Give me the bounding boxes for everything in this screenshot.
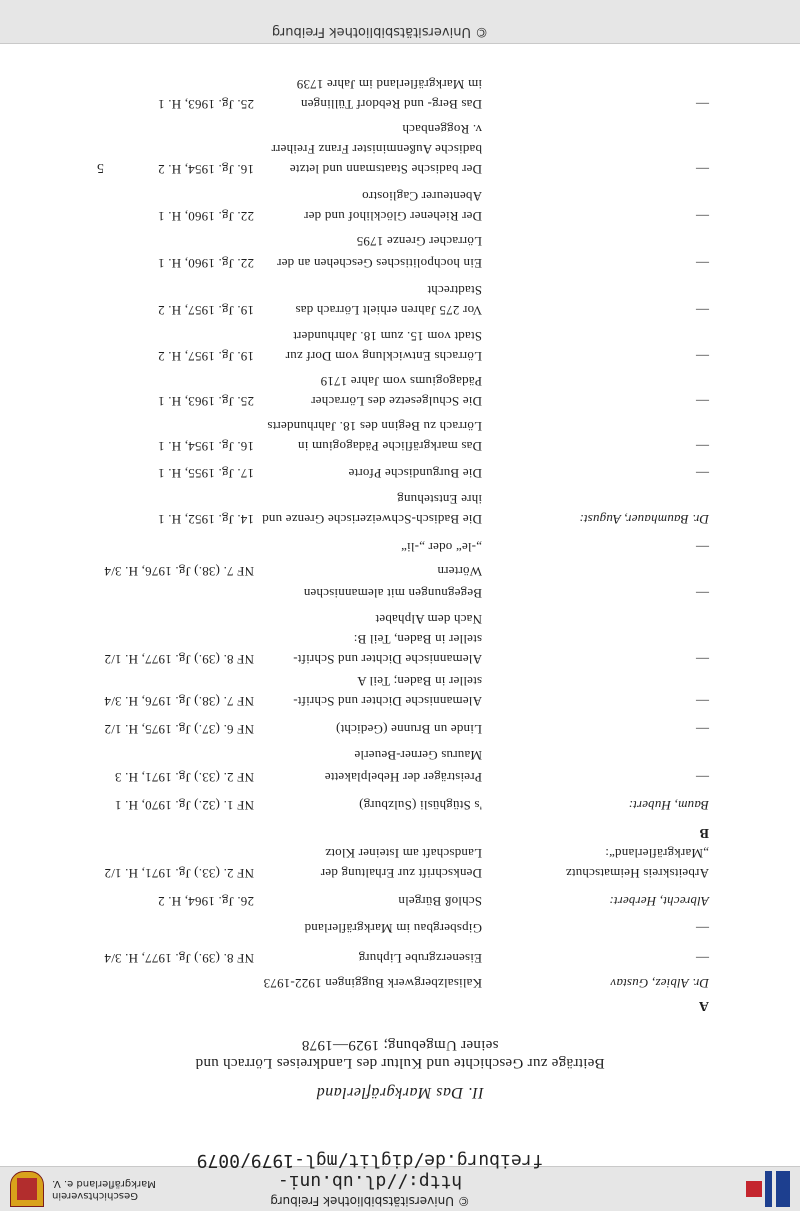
- entry-author: —: [695, 540, 709, 555]
- entry-title: Die Schulgesetze des Lörracher: [311, 394, 482, 409]
- entry-author: —: [695, 97, 709, 112]
- entry-reference: NF 7. (38.) Jg. 1976, H. 3/4: [104, 564, 254, 579]
- entry-title: Der Riehener Glöcklihof und der: [303, 209, 482, 224]
- entry-author: „Markgräflerland“:: [605, 846, 709, 861]
- page-number: 5: [97, 160, 104, 175]
- entry-title: Maurus Gerner-Beuerle: [354, 748, 482, 763]
- university-library-logo-icon: [746, 1171, 790, 1207]
- section-letter-a: A: [698, 998, 709, 1013]
- entry-title: Stadtrecht: [427, 283, 482, 298]
- entry-title: Der badische Staatsmann und letzte: [289, 162, 482, 177]
- entry-title: Ein hochpolitisches Geschehen an der: [276, 256, 482, 271]
- entry-title: Gipsbergbau im Markgräflerland: [304, 921, 482, 936]
- entry-title: Wörtern: [437, 564, 482, 579]
- entry-author: —: [695, 722, 709, 737]
- entry-reference: NF 2. (33.) Jg. 1971, H. 3: [114, 770, 254, 785]
- entry-title: 's Stüghüsli (Sulzburg): [359, 798, 482, 813]
- entry-author: —: [695, 770, 709, 785]
- entry-author: —: [695, 162, 709, 177]
- entry-title: Abenteurer Cagliostro: [361, 189, 482, 204]
- entry-title: Stadt vom 15. zum 18. Jahrhundert: [293, 329, 482, 344]
- entry-title: im Markgräflerland im Jahre 1739: [296, 77, 482, 92]
- entry-reference: NF 8. (39.) Jg. 1977, H. 1/2: [104, 652, 254, 667]
- source-url-link[interactable]: http://dl.ub.uni-freiburg.de/diglit/mgl-1979/0079: [196, 1150, 544, 1192]
- entry-reference: 22. Jg. 1960, H. 1: [157, 209, 254, 224]
- entry-title: Alemannische Dichter und Schrift-: [293, 694, 482, 709]
- entry-title: Lörracher Grenze 1795: [356, 234, 482, 249]
- entry-reference: 19. Jg. 1957, H. 2: [157, 303, 254, 318]
- entry-reference: 14. Jg. 1952, H. 1: [157, 512, 254, 527]
- entry-reference: NF 8. (39.) Jg. 1977, H. 3/4: [104, 951, 254, 966]
- geschichtsverein-name: Geschichtsverein: [52, 1190, 138, 1201]
- viewer-header-bar: [0, 1150, 800, 1211]
- entry-author: Albrecht, Herbert:: [609, 894, 709, 909]
- viewer-footer-bar: [0, 0, 800, 44]
- entry-title: Die Badisch-Schweizerische Grenze und: [261, 512, 482, 527]
- entry-title: steller in Baden; Teil A: [357, 674, 482, 689]
- entry-title: ihre Entstehung: [397, 492, 482, 507]
- entry-author: —: [695, 349, 709, 364]
- entry-title: Kalisalzbergwerk Buggingen 1922-1973: [263, 976, 482, 991]
- entry-title: Schloß Bürgeln: [398, 894, 482, 909]
- entry-title: Das markgräfliche Pädagogium in: [297, 439, 482, 454]
- entry-title: Denkschrift zur Erhaltung der: [320, 866, 482, 881]
- entry-reference: NF 7. (38.) Jg. 1976, H. 3/4: [104, 694, 254, 709]
- entry-title: Begegnungen mit alemannischen: [303, 586, 482, 601]
- entry-author: —: [695, 439, 709, 454]
- entry-reference: 19. Jg. 1957, H. 2: [157, 349, 254, 364]
- entry-title: Lörrach zu Beginn des 18. Jahrhunderts: [267, 419, 482, 434]
- entry-reference: 25. Jg. 1963, H. 1: [157, 97, 254, 112]
- page-title: II. Das Markgräflerland: [316, 1084, 484, 1101]
- entry-author: —: [695, 921, 709, 936]
- entry-author: —: [695, 256, 709, 271]
- entry-title: Die Burgundische Pforte: [348, 466, 482, 481]
- entry-reference: 22. Jg. 1960, H. 1: [157, 256, 254, 271]
- entry-title: Pädagogiums vom Jahre 1719: [320, 374, 482, 389]
- markgraeflerland-name: Markgräflerland e. V.: [52, 1178, 156, 1189]
- page-subtitle-line-2: seiner Umgebung; 1929—1978: [301, 1037, 499, 1053]
- footer-copyright-text: © Universitätsbibliothek Freiburg: [271, 24, 489, 39]
- entry-title: Preisträger der Hebelplakette: [324, 770, 482, 785]
- entry-reference: 16. Jg. 1954, H. 2: [157, 162, 254, 177]
- entry-author: —: [695, 951, 709, 966]
- entry-author: Baum, Hubert:: [628, 798, 709, 813]
- section-letter-b: B: [699, 825, 709, 840]
- entry-title: Linde un Brunne (Gedicht): [335, 722, 482, 737]
- entry-author: Dr. Albiez, Gustav: [610, 976, 709, 991]
- entry-author: —: [695, 303, 709, 318]
- entry-author: —: [695, 694, 709, 709]
- entry-title: Landschaft am Isteiner Klotz: [325, 846, 482, 861]
- entry-title: Eisenerzgrube Liphurg: [358, 951, 482, 966]
- entry-title: Lörrachs Entwicklung vom Dorf zur: [285, 349, 482, 364]
- coat-of-arms-icon: [10, 1171, 44, 1207]
- entry-author: Dr. Baumhauer, August:: [579, 512, 709, 527]
- entry-title: Alemannische Dichter und Schrift-: [293, 652, 482, 667]
- entry-author: Arbeitskreis Heimatschutz: [565, 866, 709, 881]
- page-subtitle-line-1: Beiträge zur Geschichte und Kultur des Landkreises Lörrach und: [195, 1055, 605, 1071]
- entry-author: —: [695, 466, 709, 481]
- entry-title: steller in Baden, Teil B:: [353, 632, 482, 647]
- geschichtsverein-logo: [10, 1171, 160, 1207]
- entry-title: v. Roggenbach: [402, 122, 482, 137]
- entry-author: —: [695, 652, 709, 667]
- entry-author: —: [695, 586, 709, 601]
- copyright-text: © Universitätsbibliothek Freiburg: [270, 1194, 470, 1208]
- entry-reference: NF 1. (32.) Jg. 1970, H. 1: [114, 798, 254, 813]
- entry-title: Das Berg- und Rebdorf Tüllingen: [300, 97, 482, 112]
- entry-title: Vor 275 Jahren erhielt Lörrach das: [295, 303, 482, 318]
- entry-reference: 26. Jg. 1964, H. 2: [157, 894, 254, 909]
- entry-reference: 25. Jg. 1963, H. 1: [157, 394, 254, 409]
- entry-title: „-le“ oder „-li“: [400, 540, 482, 555]
- entry-author: —: [695, 209, 709, 224]
- entry-reference: 17. Jg. 1955, H. 1: [157, 466, 254, 481]
- entry-reference: NF 2. (33.) Jg. 1971, H. 1/2: [104, 866, 254, 881]
- entry-title: badische Außenminister Franz Freiherr: [271, 142, 482, 157]
- entry-title: Nach dem Alphabet: [375, 612, 482, 627]
- entry-author: —: [695, 394, 709, 409]
- entry-reference: NF 6. (37.) Jg. 1975, H. 1/2: [104, 722, 254, 737]
- entry-reference: 16. Jg. 1954, H. 1: [157, 439, 254, 454]
